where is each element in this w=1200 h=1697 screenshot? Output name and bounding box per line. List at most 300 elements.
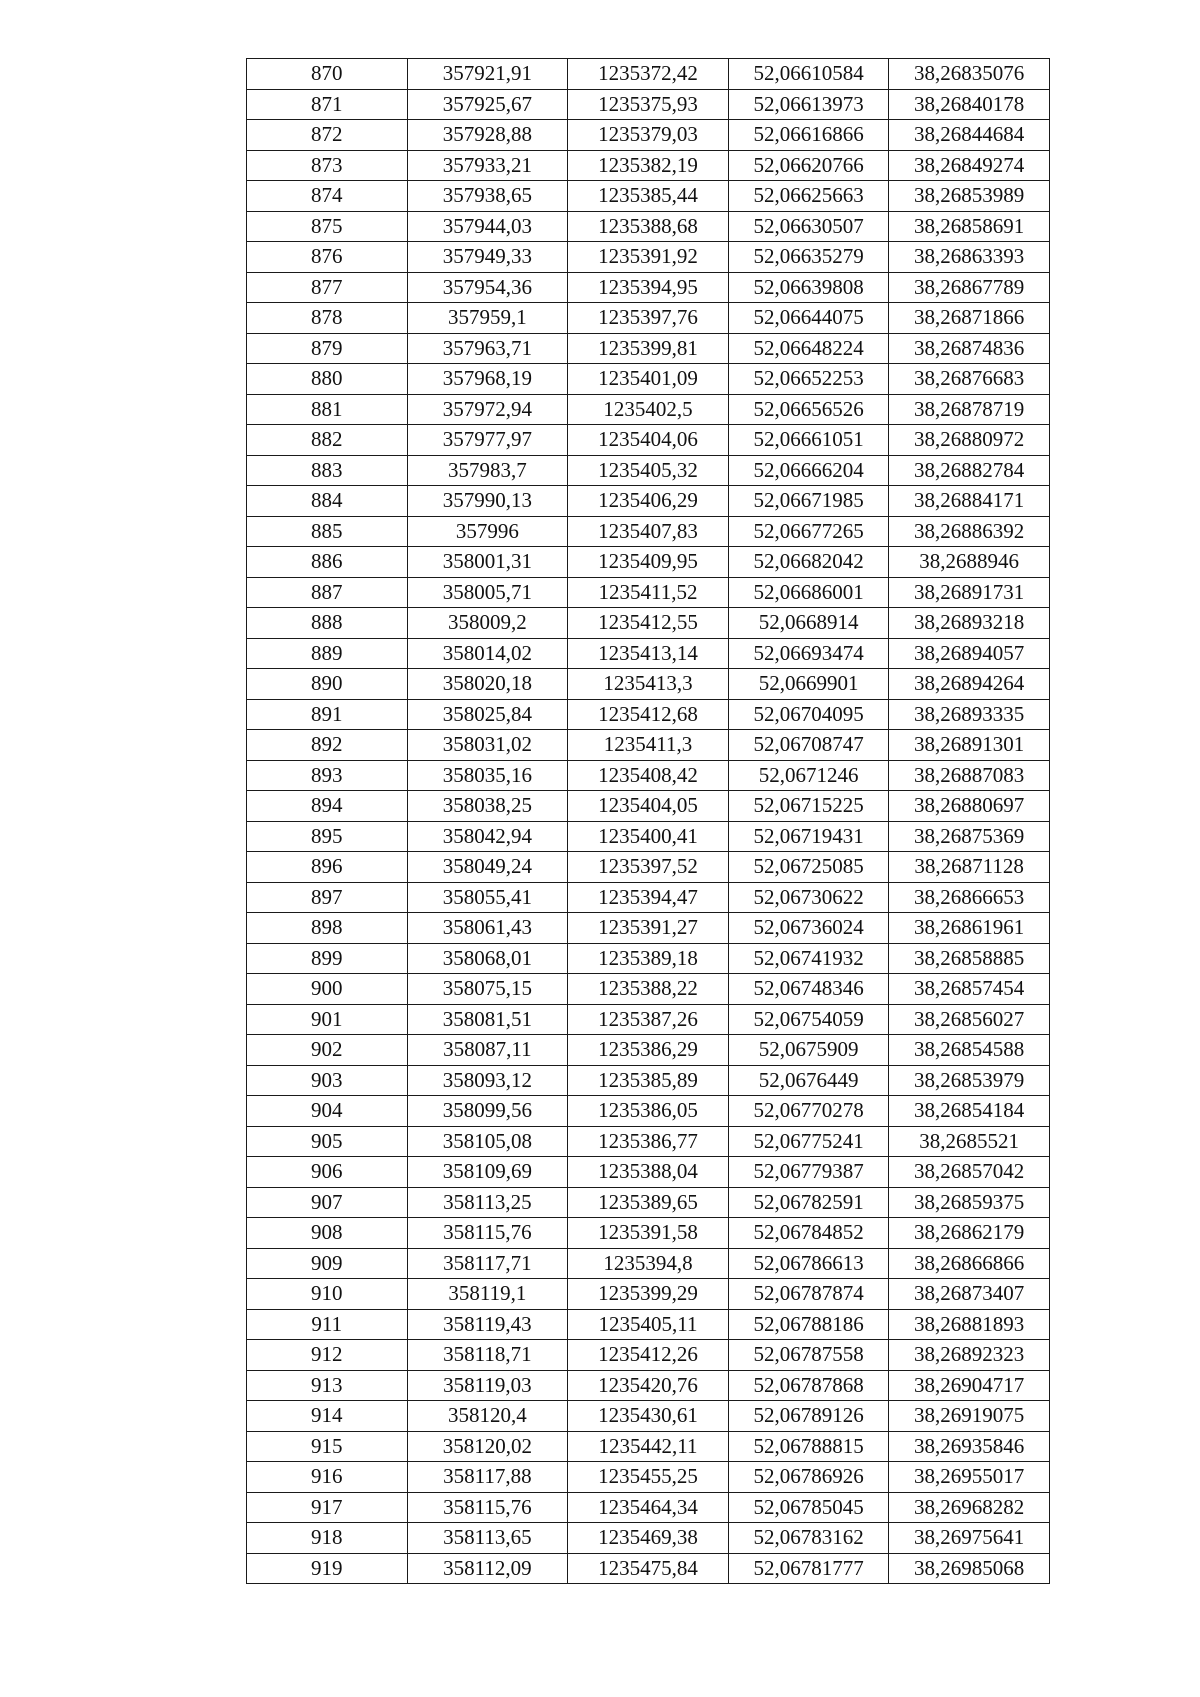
table-row (247, 699, 1050, 730)
longitude-cell: 38,26854588 (889, 1035, 1050, 1066)
latitude-cell: 52,06786926 (728, 1462, 889, 1493)
y-coordinate-cell: 1235442,11 (568, 1431, 729, 1462)
latitude-cell: 52,0671246 (728, 760, 889, 791)
longitude-cell: 38,2688946 (889, 547, 1050, 578)
x-coordinate-cell: 357968,19 (407, 364, 568, 395)
y-coordinate-cell: 1235389,65 (568, 1187, 729, 1218)
point-number-cell: 909 (247, 1248, 408, 1279)
x-coordinate-cell: 358119,1 (407, 1279, 568, 1310)
latitude-cell: 52,06708747 (728, 730, 889, 761)
longitude-cell: 38,26867789 (889, 272, 1050, 303)
y-coordinate-cell: 1235409,95 (568, 547, 729, 578)
table-row (247, 1431, 1050, 1462)
x-coordinate-cell: 358042,94 (407, 821, 568, 852)
latitude-cell: 52,06652253 (728, 364, 889, 395)
longitude-cell: 38,26866653 (889, 882, 1050, 913)
point-number-cell: 887 (247, 577, 408, 608)
longitude-cell: 38,26859375 (889, 1187, 1050, 1218)
longitude-cell: 38,2685521 (889, 1126, 1050, 1157)
latitude-cell: 52,06785045 (728, 1492, 889, 1523)
y-coordinate-cell: 1235388,68 (568, 211, 729, 242)
longitude-cell: 38,26871128 (889, 852, 1050, 883)
x-coordinate-cell: 358120,02 (407, 1431, 568, 1462)
x-coordinate-cell: 358117,88 (407, 1462, 568, 1493)
latitude-cell: 52,06610584 (728, 59, 889, 90)
latitude-cell: 52,06661051 (728, 425, 889, 456)
latitude-cell: 52,06671985 (728, 486, 889, 517)
table-row (247, 364, 1050, 395)
longitude-cell: 38,26880697 (889, 791, 1050, 822)
point-number-cell: 890 (247, 669, 408, 700)
longitude-cell: 38,26835076 (889, 59, 1050, 90)
latitude-cell: 52,06741932 (728, 943, 889, 974)
y-coordinate-cell: 1235386,77 (568, 1126, 729, 1157)
latitude-cell: 52,06620766 (728, 150, 889, 181)
x-coordinate-cell: 358119,43 (407, 1309, 568, 1340)
latitude-cell: 52,06748346 (728, 974, 889, 1005)
table-row (247, 852, 1050, 883)
table-row (247, 821, 1050, 852)
table-row (247, 1004, 1050, 1035)
x-coordinate-cell: 358115,76 (407, 1218, 568, 1249)
table-row (247, 882, 1050, 913)
table-row (247, 974, 1050, 1005)
point-number-cell: 912 (247, 1340, 408, 1371)
point-number-cell: 870 (247, 59, 408, 90)
longitude-cell: 38,26935846 (889, 1431, 1050, 1462)
x-coordinate-cell: 357990,13 (407, 486, 568, 517)
point-number-cell: 916 (247, 1462, 408, 1493)
longitude-cell: 38,26919075 (889, 1401, 1050, 1432)
x-coordinate-cell: 358020,18 (407, 669, 568, 700)
longitude-cell: 38,26884171 (889, 486, 1050, 517)
point-number-cell: 917 (247, 1492, 408, 1523)
y-coordinate-cell: 1235394,47 (568, 882, 729, 913)
latitude-cell: 52,06644075 (728, 303, 889, 334)
point-number-cell: 913 (247, 1370, 408, 1401)
x-coordinate-cell: 358038,25 (407, 791, 568, 822)
latitude-cell: 52,0676449 (728, 1065, 889, 1096)
y-coordinate-cell: 1235404,06 (568, 425, 729, 456)
y-coordinate-cell: 1235397,52 (568, 852, 729, 883)
point-number-cell: 894 (247, 791, 408, 822)
longitude-cell: 38,26840178 (889, 89, 1050, 120)
latitude-cell: 52,06787868 (728, 1370, 889, 1401)
y-coordinate-cell: 1235399,29 (568, 1279, 729, 1310)
point-number-cell: 899 (247, 943, 408, 974)
x-coordinate-cell: 358005,71 (407, 577, 568, 608)
x-coordinate-cell: 357944,03 (407, 211, 568, 242)
longitude-cell: 38,26857454 (889, 974, 1050, 1005)
x-coordinate-cell: 358117,71 (407, 1248, 568, 1279)
table-row (247, 425, 1050, 456)
point-number-cell: 902 (247, 1035, 408, 1066)
point-number-cell: 904 (247, 1096, 408, 1127)
table-row (247, 1218, 1050, 1249)
point-number-cell: 872 (247, 120, 408, 151)
latitude-cell: 52,06666204 (728, 455, 889, 486)
point-number-cell: 895 (247, 821, 408, 852)
longitude-cell: 38,26886392 (889, 516, 1050, 547)
point-number-cell: 903 (247, 1065, 408, 1096)
x-coordinate-cell: 358093,12 (407, 1065, 568, 1096)
x-coordinate-cell: 358025,84 (407, 699, 568, 730)
y-coordinate-cell: 1235411,52 (568, 577, 729, 608)
table-row (247, 333, 1050, 364)
table-row (247, 120, 1050, 151)
table-row (247, 1370, 1050, 1401)
point-number-cell: 905 (247, 1126, 408, 1157)
table-row (247, 730, 1050, 761)
latitude-cell: 52,0668914 (728, 608, 889, 639)
y-coordinate-cell: 1235469,38 (568, 1523, 729, 1554)
point-number-cell: 893 (247, 760, 408, 791)
y-coordinate-cell: 1235400,41 (568, 821, 729, 852)
x-coordinate-cell: 357996 (407, 516, 568, 547)
point-number-cell: 873 (247, 150, 408, 181)
y-coordinate-cell: 1235412,26 (568, 1340, 729, 1371)
point-number-cell: 886 (247, 547, 408, 578)
longitude-cell: 38,26857042 (889, 1157, 1050, 1188)
latitude-cell: 52,06788815 (728, 1431, 889, 1462)
longitude-cell: 38,26858691 (889, 211, 1050, 242)
y-coordinate-cell: 1235404,05 (568, 791, 729, 822)
table-row (247, 516, 1050, 547)
longitude-cell: 38,26893335 (889, 699, 1050, 730)
x-coordinate-cell: 358014,02 (407, 638, 568, 669)
longitude-cell: 38,26904717 (889, 1370, 1050, 1401)
latitude-cell: 52,06775241 (728, 1126, 889, 1157)
point-number-cell: 897 (247, 882, 408, 913)
longitude-cell: 38,26871866 (889, 303, 1050, 334)
latitude-cell: 52,06639808 (728, 272, 889, 303)
longitude-cell: 38,26891301 (889, 730, 1050, 761)
latitude-cell: 52,06784852 (728, 1218, 889, 1249)
x-coordinate-cell: 358009,2 (407, 608, 568, 639)
x-coordinate-cell: 358035,16 (407, 760, 568, 791)
y-coordinate-cell: 1235397,76 (568, 303, 729, 334)
latitude-cell: 52,06635279 (728, 242, 889, 273)
point-number-cell: 881 (247, 394, 408, 425)
x-coordinate-cell: 358031,02 (407, 730, 568, 761)
x-coordinate-cell: 357938,65 (407, 181, 568, 212)
x-coordinate-cell: 358099,56 (407, 1096, 568, 1127)
x-coordinate-cell: 358113,65 (407, 1523, 568, 1554)
y-coordinate-cell: 1235420,76 (568, 1370, 729, 1401)
point-number-cell: 891 (247, 699, 408, 730)
point-number-cell: 915 (247, 1431, 408, 1462)
latitude-cell: 52,06779387 (728, 1157, 889, 1188)
longitude-cell: 38,26853989 (889, 181, 1050, 212)
latitude-cell: 52,06693474 (728, 638, 889, 669)
table-row (247, 89, 1050, 120)
latitude-cell: 52,06787558 (728, 1340, 889, 1371)
table-row (247, 1126, 1050, 1157)
y-coordinate-cell: 1235402,5 (568, 394, 729, 425)
longitude-cell: 38,26878719 (889, 394, 1050, 425)
table-row (247, 1035, 1050, 1066)
table-row (247, 577, 1050, 608)
coordinates-table (246, 58, 1050, 1584)
longitude-cell: 38,26876683 (889, 364, 1050, 395)
longitude-cell: 38,26880972 (889, 425, 1050, 456)
y-coordinate-cell: 1235407,83 (568, 516, 729, 547)
x-coordinate-cell: 357954,36 (407, 272, 568, 303)
table-row (247, 760, 1050, 791)
y-coordinate-cell: 1235379,03 (568, 120, 729, 151)
table-row (247, 1309, 1050, 1340)
point-number-cell: 901 (247, 1004, 408, 1035)
x-coordinate-cell: 358113,25 (407, 1187, 568, 1218)
y-coordinate-cell: 1235389,18 (568, 943, 729, 974)
y-coordinate-cell: 1235375,93 (568, 89, 729, 120)
point-number-cell: 877 (247, 272, 408, 303)
x-coordinate-cell: 357949,33 (407, 242, 568, 273)
y-coordinate-cell: 1235387,26 (568, 1004, 729, 1035)
table-row (247, 1553, 1050, 1584)
table-row (247, 1340, 1050, 1371)
x-coordinate-cell: 358061,43 (407, 913, 568, 944)
latitude-cell: 52,06754059 (728, 1004, 889, 1035)
point-number-cell: 888 (247, 608, 408, 639)
x-coordinate-cell: 358118,71 (407, 1340, 568, 1371)
table-row (247, 943, 1050, 974)
latitude-cell: 52,06616866 (728, 120, 889, 151)
longitude-cell: 38,26861961 (889, 913, 1050, 944)
point-number-cell: 892 (247, 730, 408, 761)
longitude-cell: 38,26849274 (889, 150, 1050, 181)
y-coordinate-cell: 1235412,68 (568, 699, 729, 730)
longitude-cell: 38,26863393 (889, 242, 1050, 273)
y-coordinate-cell: 1235411,3 (568, 730, 729, 761)
x-coordinate-cell: 357983,7 (407, 455, 568, 486)
table-row (247, 211, 1050, 242)
longitude-cell: 38,26875369 (889, 821, 1050, 852)
table-row (247, 547, 1050, 578)
longitude-cell: 38,26854184 (889, 1096, 1050, 1127)
table-row (247, 1401, 1050, 1432)
x-coordinate-cell: 358087,11 (407, 1035, 568, 1066)
table-row (247, 1523, 1050, 1554)
longitude-cell: 38,26853979 (889, 1065, 1050, 1096)
latitude-cell: 52,06682042 (728, 547, 889, 578)
y-coordinate-cell: 1235388,04 (568, 1157, 729, 1188)
point-number-cell: 911 (247, 1309, 408, 1340)
x-coordinate-cell: 357928,88 (407, 120, 568, 151)
latitude-cell: 52,06677265 (728, 516, 889, 547)
y-coordinate-cell: 1235475,84 (568, 1553, 729, 1584)
latitude-cell: 52,06613973 (728, 89, 889, 120)
table-row (247, 272, 1050, 303)
point-number-cell: 879 (247, 333, 408, 364)
table-row (247, 791, 1050, 822)
latitude-cell: 52,06719431 (728, 821, 889, 852)
x-coordinate-cell: 357959,1 (407, 303, 568, 334)
latitude-cell: 52,06786613 (728, 1248, 889, 1279)
x-coordinate-cell: 358049,24 (407, 852, 568, 883)
latitude-cell: 52,06648224 (728, 333, 889, 364)
longitude-cell: 38,26856027 (889, 1004, 1050, 1035)
y-coordinate-cell: 1235405,32 (568, 455, 729, 486)
y-coordinate-cell: 1235391,27 (568, 913, 729, 944)
longitude-cell: 38,26858885 (889, 943, 1050, 974)
latitude-cell: 52,06770278 (728, 1096, 889, 1127)
point-number-cell: 889 (247, 638, 408, 669)
table-row (247, 1279, 1050, 1310)
x-coordinate-cell: 357977,97 (407, 425, 568, 456)
latitude-cell: 52,0669901 (728, 669, 889, 700)
longitude-cell: 38,26892323 (889, 1340, 1050, 1371)
x-coordinate-cell: 358112,09 (407, 1553, 568, 1584)
x-coordinate-cell: 358055,41 (407, 882, 568, 913)
table-row (247, 669, 1050, 700)
point-number-cell: 874 (247, 181, 408, 212)
point-number-cell: 910 (247, 1279, 408, 1310)
x-coordinate-cell: 357972,94 (407, 394, 568, 425)
latitude-cell: 52,06787874 (728, 1279, 889, 1310)
latitude-cell: 52,06725085 (728, 852, 889, 883)
longitude-cell: 38,26844684 (889, 120, 1050, 151)
x-coordinate-cell: 357933,21 (407, 150, 568, 181)
y-coordinate-cell: 1235399,81 (568, 333, 729, 364)
point-number-cell: 883 (247, 455, 408, 486)
latitude-cell: 52,06715225 (728, 791, 889, 822)
x-coordinate-cell: 358105,08 (407, 1126, 568, 1157)
table-row (247, 394, 1050, 425)
y-coordinate-cell: 1235382,19 (568, 150, 729, 181)
x-coordinate-cell: 357963,71 (407, 333, 568, 364)
longitude-cell: 38,26893218 (889, 608, 1050, 639)
longitude-cell: 38,26862179 (889, 1218, 1050, 1249)
table-row (247, 608, 1050, 639)
y-coordinate-cell: 1235430,61 (568, 1401, 729, 1432)
y-coordinate-cell: 1235391,58 (568, 1218, 729, 1249)
table-row (247, 486, 1050, 517)
y-coordinate-cell: 1235464,34 (568, 1492, 729, 1523)
point-number-cell: 900 (247, 974, 408, 1005)
y-coordinate-cell: 1235391,92 (568, 242, 729, 273)
point-number-cell: 898 (247, 913, 408, 944)
longitude-cell: 38,26887083 (889, 760, 1050, 791)
y-coordinate-cell: 1235412,55 (568, 608, 729, 639)
y-coordinate-cell: 1235385,44 (568, 181, 729, 212)
latitude-cell: 52,06782591 (728, 1187, 889, 1218)
longitude-cell: 38,26874836 (889, 333, 1050, 364)
x-coordinate-cell: 357925,67 (407, 89, 568, 120)
latitude-cell: 52,06656526 (728, 394, 889, 425)
table-row (247, 1157, 1050, 1188)
latitude-cell: 52,06730622 (728, 882, 889, 913)
point-number-cell: 914 (247, 1401, 408, 1432)
y-coordinate-cell: 1235455,25 (568, 1462, 729, 1493)
point-number-cell: 876 (247, 242, 408, 273)
y-coordinate-cell: 1235388,22 (568, 974, 729, 1005)
x-coordinate-cell: 358109,69 (407, 1157, 568, 1188)
table-row (247, 1462, 1050, 1493)
point-number-cell: 878 (247, 303, 408, 334)
y-coordinate-cell: 1235408,42 (568, 760, 729, 791)
y-coordinate-cell: 1235413,14 (568, 638, 729, 669)
longitude-cell: 38,26891731 (889, 577, 1050, 608)
table-row (247, 242, 1050, 273)
latitude-cell: 52,06789126 (728, 1401, 889, 1432)
table-row (247, 59, 1050, 90)
y-coordinate-cell: 1235385,89 (568, 1065, 729, 1096)
point-number-cell: 871 (247, 89, 408, 120)
latitude-cell: 52,06625663 (728, 181, 889, 212)
y-coordinate-cell: 1235401,09 (568, 364, 729, 395)
longitude-cell: 38,26894264 (889, 669, 1050, 700)
table-row (247, 303, 1050, 334)
point-number-cell: 906 (247, 1157, 408, 1188)
y-coordinate-cell: 1235406,29 (568, 486, 729, 517)
y-coordinate-cell: 1235394,8 (568, 1248, 729, 1279)
y-coordinate-cell: 1235405,11 (568, 1309, 729, 1340)
latitude-cell: 52,06704095 (728, 699, 889, 730)
point-number-cell: 875 (247, 211, 408, 242)
longitude-cell: 38,26975641 (889, 1523, 1050, 1554)
point-number-cell: 885 (247, 516, 408, 547)
point-number-cell: 880 (247, 364, 408, 395)
point-number-cell: 907 (247, 1187, 408, 1218)
y-coordinate-cell: 1235386,05 (568, 1096, 729, 1127)
longitude-cell: 38,26968282 (889, 1492, 1050, 1523)
x-coordinate-cell: 358001,31 (407, 547, 568, 578)
latitude-cell: 52,06736024 (728, 913, 889, 944)
latitude-cell: 52,06630507 (728, 211, 889, 242)
x-coordinate-cell: 358120,4 (407, 1401, 568, 1432)
point-number-cell: 884 (247, 486, 408, 517)
x-coordinate-cell: 358068,01 (407, 943, 568, 974)
longitude-cell: 38,26985068 (889, 1553, 1050, 1584)
longitude-cell: 38,26882784 (889, 455, 1050, 486)
table-row (247, 1187, 1050, 1218)
point-number-cell: 896 (247, 852, 408, 883)
table-row (247, 1096, 1050, 1127)
longitude-cell: 38,26955017 (889, 1462, 1050, 1493)
longitude-cell: 38,26894057 (889, 638, 1050, 669)
latitude-cell: 52,06783162 (728, 1523, 889, 1554)
table-row (247, 1065, 1050, 1096)
x-coordinate-cell: 357921,91 (407, 59, 568, 90)
latitude-cell: 52,06781777 (728, 1553, 889, 1584)
longitude-cell: 38,26881893 (889, 1309, 1050, 1340)
point-number-cell: 908 (247, 1218, 408, 1249)
y-coordinate-cell: 1235394,95 (568, 272, 729, 303)
point-number-cell: 918 (247, 1523, 408, 1554)
x-coordinate-cell: 358119,03 (407, 1370, 568, 1401)
point-number-cell: 882 (247, 425, 408, 456)
table-row (247, 150, 1050, 181)
latitude-cell: 52,0675909 (728, 1035, 889, 1066)
table-row (247, 638, 1050, 669)
y-coordinate-cell: 1235372,42 (568, 59, 729, 90)
longitude-cell: 38,26866866 (889, 1248, 1050, 1279)
table-row (247, 455, 1050, 486)
point-number-cell: 919 (247, 1553, 408, 1584)
latitude-cell: 52,06788186 (728, 1309, 889, 1340)
x-coordinate-cell: 358115,76 (407, 1492, 568, 1523)
table-row (247, 1492, 1050, 1523)
y-coordinate-cell: 1235413,3 (568, 669, 729, 700)
x-coordinate-cell: 358081,51 (407, 1004, 568, 1035)
x-coordinate-cell: 358075,15 (407, 974, 568, 1005)
table-row (247, 913, 1050, 944)
coordinates-table-body (247, 59, 1050, 1584)
longitude-cell: 38,26873407 (889, 1279, 1050, 1310)
table-row (247, 181, 1050, 212)
table-row (247, 1248, 1050, 1279)
